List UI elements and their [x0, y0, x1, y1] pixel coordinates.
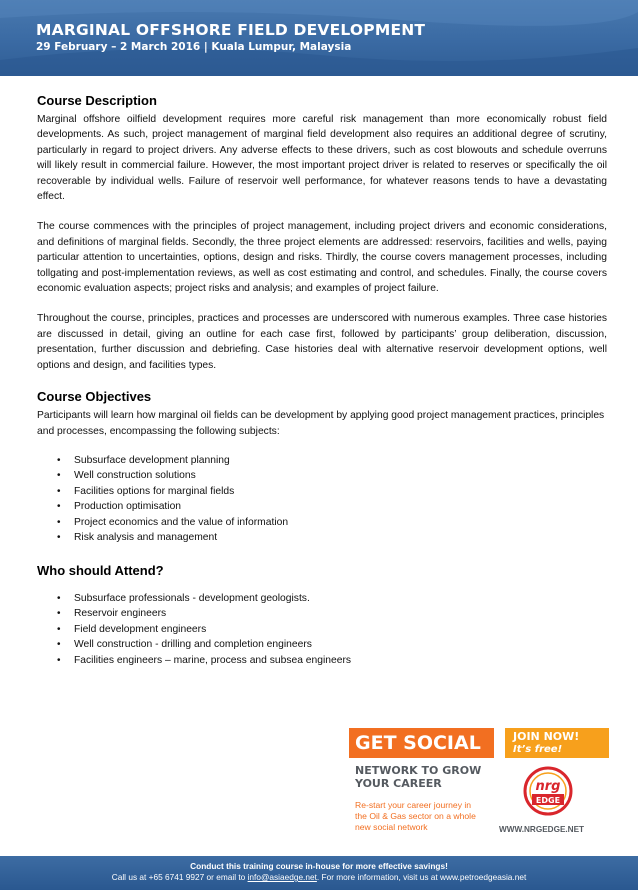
network-tagline: NETWORK TO GROW YOUR CAREER: [355, 764, 482, 790]
bullet-icon: •: [57, 470, 61, 482]
join-now-button[interactable]: [505, 728, 609, 758]
description-heading: Course Description: [37, 93, 157, 108]
bullet-icon: •: [57, 608, 61, 620]
list-item: • Well construction - drilling and completion engineers: [57, 637, 607, 653]
restart-tagline: Re-start your career journey in the Oil & Gas sector on a whole new social network: [355, 800, 476, 832]
list-item: • Production optimisation: [57, 499, 607, 515]
description-paragraph: The course commences with the principles of project management, including project drivers and economic considerations, and definitions of marginal fields. Secondly, the three project elements are addressed: reservoirs, facilities and wells, paying particular attention to uncertainties, options, design and risks. Thirdly, the course covers management processes, including tollgating and post-implementation reviews, as well as cost estimating and control, and schedules. Finally, the course covers economic evaluation aspects; project risks and analysis; and examples of project failure.: [37, 221, 607, 295]
list-item: • Facilities options for marginal fields: [57, 484, 607, 500]
footer-inhouse-text: Conduct this training course in-house for more effective savings!: [190, 861, 448, 871]
join-now-label: JOIN NOW!: [513, 730, 580, 743]
list-item: • Subsurface development planning: [57, 453, 607, 469]
course-title: MARGINAL OFFSHORE FIELD DEVELOPMENT: [36, 21, 426, 39]
main-content: [37, 92, 607, 684]
logo-top-text: nrg: [535, 779, 561, 794]
nrgedge-logo-icon: [523, 766, 573, 816]
bullet-icon: •: [57, 639, 61, 651]
bullet-icon: •: [57, 532, 61, 544]
attend-heading: Who should Attend?: [37, 562, 164, 578]
description-paragraph: Throughout the course, principles, practices and processes are underscored with numerous examples. Three case histories are discussed in detail, giving an outline for each case first, followed by participants’ group deliberation, discussion, presentation, further discussion and debriefing. Case histories deal with alternative reservoir development options, well options and design, and facilities types.: [37, 313, 607, 371]
nrgedge-advert[interactable]: [349, 724, 609, 842]
bullet-icon: •: [57, 485, 61, 497]
list-item: • Field development engineers: [57, 622, 607, 638]
objectives-heading: Course Objectives: [37, 389, 152, 405]
email-link[interactable]: info@asiaedge.net: [247, 872, 317, 882]
list-item: • Subsurface professionals - development geologists.: [57, 591, 607, 607]
course-date-location: 29 February – 2 March 2016 | Kuala Lumpur, Malaysia: [36, 41, 352, 53]
list-item: • Reservoir engineers: [57, 606, 607, 622]
bullet-icon: •: [57, 454, 61, 466]
list-item: • Facilities engineers – marine, process and subsea engineers: [57, 653, 607, 669]
get-social-banner[interactable]: GET SOCIAL: [349, 728, 494, 758]
objectives-intro: Participants will learn how marginal oil fields can be development by applying good project management practices, principles and processes, encompassing the following subjects:: [37, 410, 605, 437]
list-item: • Risk analysis and management: [57, 530, 607, 546]
bullet-icon: •: [57, 592, 61, 604]
logo-bottom-text: EDGE: [535, 796, 561, 805]
list-item: • Well construction solutions: [57, 468, 607, 484]
list-item: • Project economics and the value of information: [57, 515, 607, 531]
bullet-icon: •: [57, 501, 61, 513]
description-paragraph: Marginal offshore oilfield development requires more careful risk management than more economically robust field developments. As such, project management of marginal field development also requires an additional degree of scrutiny, particularly in regard to project drivers. Any adverse effects to these drivers, such as cost blowouts and schedule overruns will likely result in commercial failure. However, the most important project driver is related to reserves or specifically the oil recoverable by individual wells. Failure of reservoir well performance, for whatever reasons tends to have a devastating effect.: [37, 114, 607, 203]
header-banner: [0, 0, 638, 76]
attend-list: [57, 591, 607, 669]
footer-contact-text: Call us at +65 6741 9927 or email to info@asiaedge.net. For more information, visit us at www.petroedgeasia.net: [111, 872, 527, 882]
footer-bar: [0, 856, 638, 890]
bullet-icon: •: [57, 623, 61, 635]
free-label: It’s free!: [513, 744, 563, 755]
bullet-icon: •: [57, 516, 61, 528]
bullet-icon: •: [57, 654, 61, 666]
objectives-list: [57, 453, 607, 546]
nrgedge-url-link[interactable]: WWW.NRGEDGE.NET: [499, 825, 585, 834]
